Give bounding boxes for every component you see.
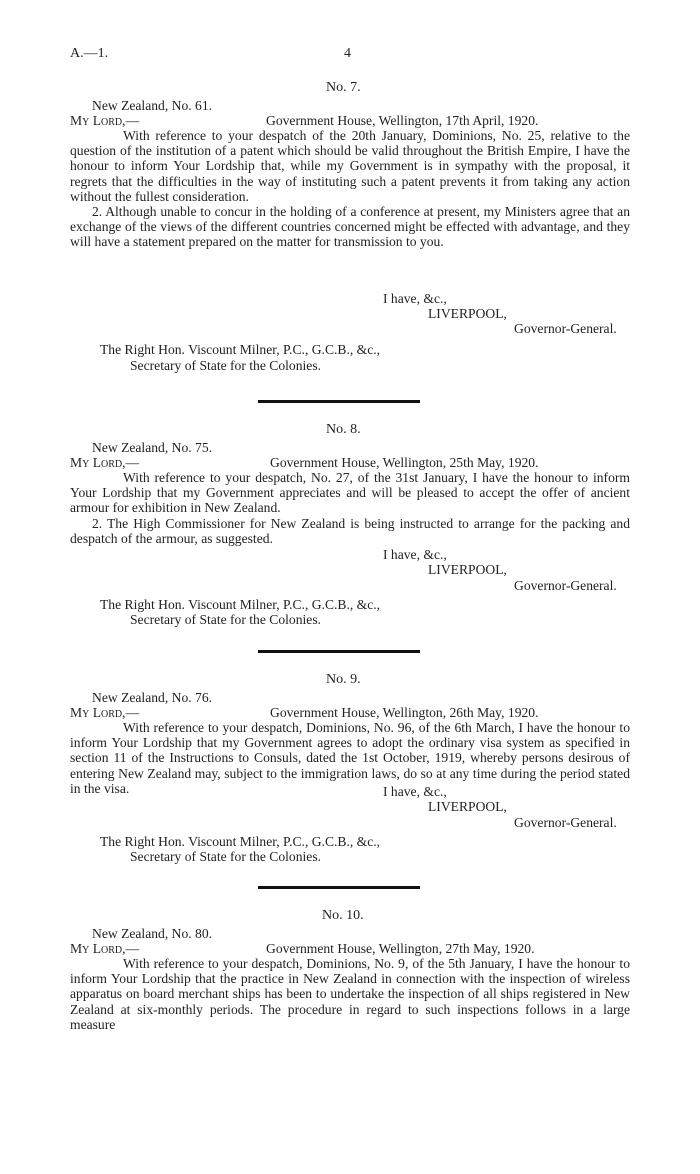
despatch-body — [70, 128, 630, 250]
despatch-number: No. 8. — [326, 422, 361, 437]
addressee: The Right Hon. Viscount Milner, P.C., G.C.B., &c., — [100, 342, 381, 357]
addressee: The Right Hon. Viscount Milner, P.C., G.C.B., &c., — [100, 597, 381, 612]
dateline: Government House, Wellington, 25th May, 1920. — [270, 455, 539, 470]
salutation: My Lord,— — [70, 455, 140, 470]
salutation: My Lord,— — [70, 113, 140, 128]
closing: I have, &c., — [383, 784, 447, 799]
document-reference: A.—1. — [70, 46, 109, 61]
despatch-from: New Zealand, No. 80. — [92, 926, 213, 941]
dateline: Government House, Wellington, 17th April, 1920. — [266, 113, 539, 128]
section-divider — [258, 650, 420, 653]
despatch-number: No. 7. — [326, 80, 361, 95]
salutation: My Lord,— — [70, 705, 140, 720]
despatch-number: No. 9. — [326, 672, 361, 687]
closing: I have, &c., — [383, 291, 447, 306]
despatch-body — [70, 470, 630, 546]
signer-name: LIVERPOOL, — [428, 306, 507, 321]
despatch-body — [70, 956, 630, 1032]
signer-title: Governor-General. — [514, 578, 617, 593]
paragraph-2: 2. Although unable to concur in the holding of a conference at present, my Ministers agree that an exchange of the views of the different countries concerned might be effected with advantage, and they will have a statement prepared on the matter for transmission to you. — [70, 204, 630, 250]
signer-title: Governor-General. — [514, 321, 617, 336]
addressee: The Right Hon. Viscount Milner, P.C., G.C.B., &c., — [100, 834, 381, 849]
addressee-title: Secretary of State for the Colonies. — [130, 612, 322, 627]
paragraph-2: 2. The High Commissioner for New Zealand is being instructed to arrange for the packing and despatch of the armour, as suggested. — [70, 515, 630, 546]
page-number: 4 — [344, 46, 351, 61]
dateline: Government House, Wellington, 26th May, 1920. — [270, 705, 539, 720]
section-divider — [258, 886, 420, 889]
addressee-title: Secretary of State for the Colonies. — [130, 358, 322, 373]
closing: I have, &c., — [383, 547, 447, 562]
signer-title: Governor-General. — [514, 815, 617, 830]
despatch-number: No. 10. — [322, 908, 364, 923]
paragraph-1: With reference to your despatch, Dominions, No. 9, of the 5th January, I have the honour to inform Your Lordship that the practice in New Zealand in connection with the inspection of wireless apparatus on board merchant ships has been to undertake the inspection of all ships registered in New Zealand at six-monthly periods. The procedure in regard to such inspections follows in a large measure — [70, 956, 630, 1032]
paragraph-1: With reference to your despatch, No. 27, of the 31st January, I have the honour to inform Your Lordship that my Government appreciates and will be pleased to accept the offer of ancient armour for exhibition in New Zealand. — [70, 470, 630, 516]
despatch-from: New Zealand, No. 61. — [92, 98, 213, 113]
section-divider — [258, 400, 420, 403]
despatch-from: New Zealand, No. 75. — [92, 440, 213, 455]
despatch-from: New Zealand, No. 76. — [92, 690, 213, 705]
dateline: Government House, Wellington, 27th May, 1920. — [266, 941, 535, 956]
addressee-title: Secretary of State for the Colonies. — [130, 849, 322, 864]
paragraph-1: With reference to your despatch, Dominions, No. 96, of the 6th March, I have the honour to inform Your Lordship that my Government agrees to adopt the ordinary visa system as specified in section 11 of the Instructions to Consuls, dated the 1st October, 1919, whereby persons desirous of entering New Zealand may, subject to the immigration laws, do so at any time during the period stated in the visa. — [70, 720, 630, 796]
salutation: My Lord,— — [70, 941, 140, 956]
paragraph-1: With reference to your despatch of the 20th January, Dominions, No. 25, relative to the question of the institution of a patent which should be valid throughout the British Empire, I have the honour to inform Your Lordship that, while my Government is in sympathy with the proposal, it regrets that the difficulties in the way of instituting such a patent prevents it from taking any action without the fullest consideration. — [70, 128, 630, 204]
despatch-body — [70, 720, 630, 796]
signer-name: LIVERPOOL, — [428, 799, 507, 814]
signer-name: LIVERPOOL, — [428, 562, 507, 577]
